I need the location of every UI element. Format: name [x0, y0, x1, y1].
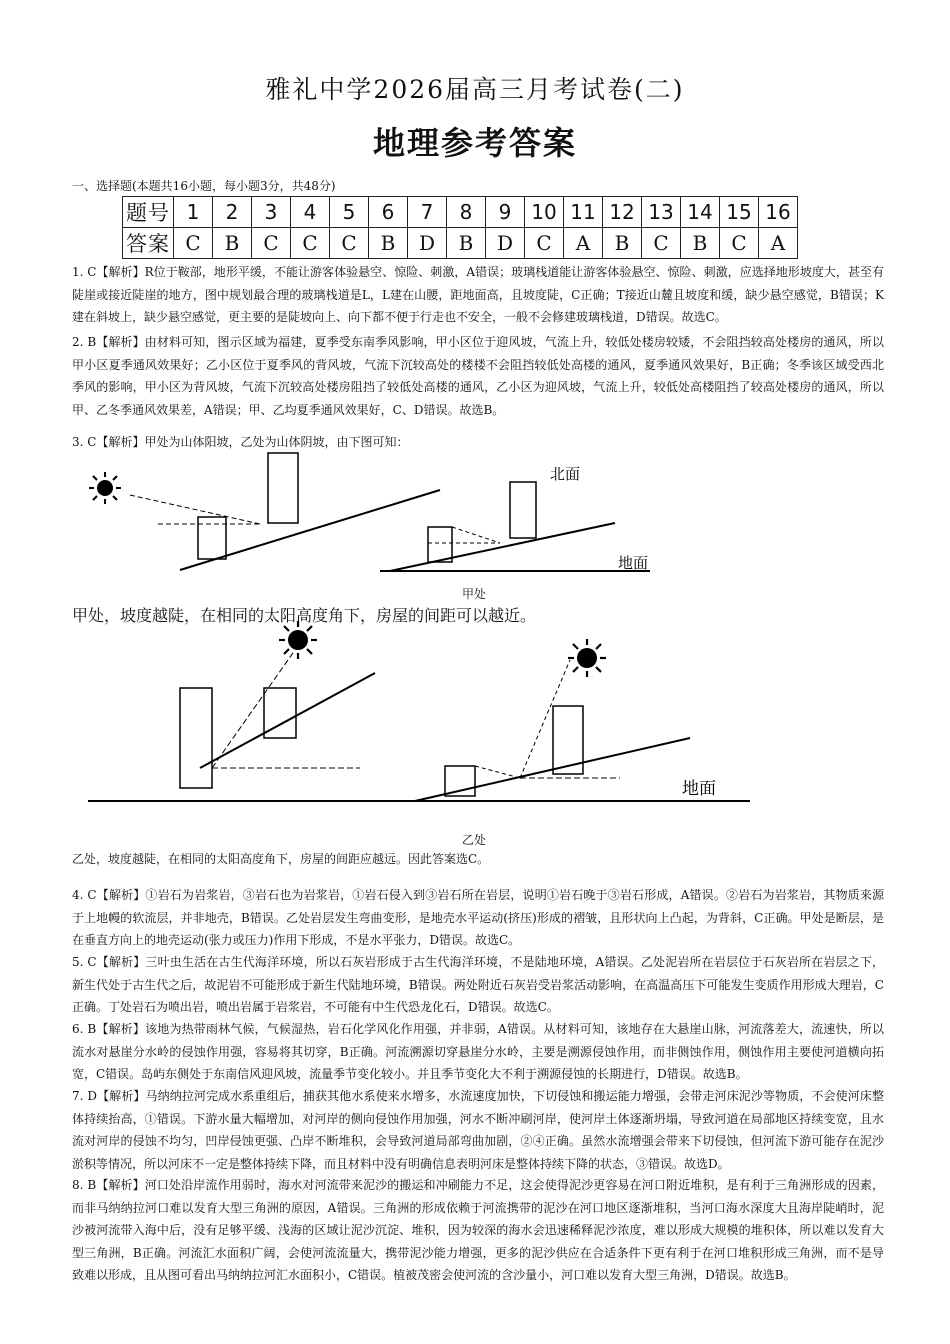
explanation-q1: 1. C【解析】R位于鞍部，地形平缓，不能让游客体验悬空、惊险、刺激，A错误；玻璃栈道能让游客体验悬空、惊险、刺激，应选择地形坡度大，甚至有陡崖或接近陡崖的地方，图中规划最合理的玻璃栈道是L，L建在山腰，距地面高，且坡度陡，C正确；T接近山麓且坡度和缓，缺少悬空感觉，B错误；K建在斜坡上，缺少悬空感觉，更主要的是陡坡向上、向下都不便于行走也不安全，一般不会修建玻璃栈道，D错误。故选C。 [72, 265, 884, 324]
explanation-q2: 2. B【解析】由材料可知，图示区域为福建，夏季受东南季风影响，甲小区位于迎风坡，气流上升，较低处楼房较矮，不会阻挡较高处楼房的通风，所以甲小区夏季通风效果好；乙小区位于夏季风的背风坡，气流下沉较高处的楼楼不会阻挡较低处高楼的通风，夏季通风效果好，B正确；冬季该区域受西北季风的影响，甲小区为背风坡，气流下沉较高处楼房阻挡了较低处高楼的通风，乙小区为迎风坡，气流上升，较低处高楼阻挡了较高处楼房的通风，所以甲、乙冬季通风效果差，A错误；甲、乙均夏季通风效果好，C、D错误。故选B。 [72, 335, 884, 417]
question-number: 6 [369, 197, 408, 228]
question-number: 8 [447, 197, 486, 228]
exam-title: 雅礼中学2026届高三月考试卷(二) [265, 75, 685, 104]
label-north: 北面 [550, 465, 581, 483]
section-heading: 一、选择题(本题共16小题，每小题3分，共48分) [72, 179, 336, 193]
explanation-q4: 4. C【解析】①岩石为岩浆岩，③岩石也为岩浆岩，①岩石侵入到③岩石所在岩层，说明①岩石晚于③岩石形成，A错误。②岩石为岩浆岩，其物质来源于上地幔的软流层，并非地壳，B错误。乙处岩层发生弯曲变形，是地壳水平运动(挤压)形成的褶皱，且形状向上凸起，为背斜，C正确。甲处是断层，是在垂直方向上的地壳运动(张力或压力)作用下形成，不是水平张力，D错误。故选C。 [72, 888, 884, 947]
row-label: 题号 [123, 197, 174, 228]
answer-cell: C [174, 228, 213, 259]
question-number: 15 [720, 197, 759, 228]
question-number: 7 [408, 197, 447, 228]
explanation-q6: 6. B【解析】该地为热带雨林气候，气候湿热，岩石化学风化作用强，并非弱，A错误。从材料可知，该地存在大悬崖山脉，河流落差大，流速快，所以流水对悬崖分水岭的侵蚀作用强，容易将其切穿，B正确。河流溯源切穿悬崖分水岭，主要是溯源侵蚀作用，而非侧蚀作用，侧蚀作用主要使河道横向拓宽，C错误。岛屿东侧处于东南信风迎风坡，流量季节变化较小。并且季节变化大不利于溯源侵蚀的长期进行，D错误。故选B。 [72, 1022, 884, 1081]
sun-icon [89, 472, 121, 504]
page-title: 地理参考答案 [372, 124, 577, 162]
label-ground: 地面 [682, 779, 716, 799]
figure-yi-text: 乙处，坡度越陡，在相同的太阳高度角下，房屋的间距应越远。因此答案选C。 [72, 852, 490, 866]
explanation-q3: 3. C【解析】甲处为山体阳坡，乙处为山体阴坡，由下图可知： [72, 435, 409, 449]
question-number: 12 [603, 197, 642, 228]
answer-cell: D [408, 228, 447, 259]
answer-table [122, 196, 798, 259]
figure-caption: 乙处 [462, 833, 487, 847]
house-high [268, 453, 298, 523]
answer-cell: C [252, 228, 291, 259]
answer-cell: D [486, 228, 525, 259]
question-number: 14 [681, 197, 720, 228]
figure-jia-text: 甲处，坡度越陡，在相同的太阳高度角下，房屋的间距可以越近。 [72, 606, 537, 625]
question-number: 4 [291, 197, 330, 228]
house-low [428, 527, 452, 562]
sun-icon [568, 639, 606, 677]
question-number: 2 [213, 197, 252, 228]
question-number: 16 [759, 197, 798, 228]
answer-row [123, 228, 798, 259]
explanation-q5: 5. C【解析】三叶虫生活在古生代海洋环境，所以石灰岩形成于古生代海洋环境，不是陆地环境，A错误。乙处泥岩所在岩层位于石灰岩所在岩层之下，新生代处于古生代之后，故泥岩不可能形成于新生代陆地环境，B错误。两处附近石灰岩受岩浆活动影响，在高温高压下可能发生变质作用形成大理岩，C正确。丁处岩石为喷出岩，喷出岩属于岩浆岩，不可能有中生代恐龙化石，D错误。故选C。 [72, 955, 884, 1014]
answer-cell: B [681, 228, 720, 259]
answer-cell: C [642, 228, 681, 259]
question-number: 3 [252, 197, 291, 228]
figure-jia [80, 445, 680, 580]
answer-cell: B [603, 228, 642, 259]
house-high [510, 482, 536, 538]
answer-cell: C [330, 228, 369, 259]
slope-line [390, 523, 615, 571]
figure-yi [80, 620, 780, 810]
question-number: 1 [174, 197, 213, 228]
answer-cell: C [525, 228, 564, 259]
house-high [180, 688, 212, 788]
answer-cell: C [291, 228, 330, 259]
answer-cell: B [213, 228, 252, 259]
answer-cell: B [447, 228, 486, 259]
question-number: 5 [330, 197, 369, 228]
question-number: 10 [525, 197, 564, 228]
answer-cell: C [720, 228, 759, 259]
slope-line [180, 490, 440, 570]
explanation-q8: 8. B【解析】河口处沿岸流作用弱时，海水对河流带来泥沙的搬运和冲刷能力不足，这会使得泥沙更容易在河口附近堆积，是有利于三角洲形成的因素，而非马纳纳拉河口难以发育大型三角洲的原因，A错误。三角洲的形成依赖于河流携带的泥沙在河口地区逐渐堆积，当河口海水深度大且海岸陡峭时，泥沙被河流带入海中后，没有足够平缓、浅海的区域让泥沙沉淀、堆积，因为较深的海水会迅速稀释泥沙浓度，难以形成大规模的堆积体，所以难以发育大型三角洲，B正确。河流汇水面积广阔，会使河流流量大，携带泥沙能力增强，更多的泥沙供应在合适条件下更有利于在河口堆积形成三角洲，而不是导致难以形成，且从图可看出马纳纳拉河汇水面积小，C错误。植被茂密会使河流的含沙量小，河口难以发育大型三角洲，D错误。故选B。 [72, 1178, 884, 1282]
figure-caption: 甲处 [462, 587, 487, 601]
question-number: 13 [642, 197, 681, 228]
explanation-q7: 7. D【解析】马纳纳拉河完成水系重组后，捕获其他水系使来水增多，水流速度加快，下切侵蚀和搬运能力增强，会带走河床泥沙等物质，不会使河床整体持续抬高，①错误。下游水量大幅增加，对河岸的侧向侵蚀作用加强，河水不断冲刷河岸，使河岸土体逐渐坍塌，导致河道在局部地区持续变宽，且水流对河岸的侵蚀不均匀，凹岸侵蚀更强、凸岸不断堆积，会导致河道局部弯曲加剧，②④正确。虽然水流增强会带来下切侵蚀，但河流下游可能存在泥沙淤积等情况，所以河床不一定是整体持续下降，而且材料中没有明确信息表明河床是整体持续下降的状态，③错误。故选D。 [72, 1089, 884, 1171]
answer-cell: A [759, 228, 798, 259]
sun-icon [279, 621, 317, 659]
question-number: 9 [486, 197, 525, 228]
answer-cell: B [369, 228, 408, 259]
question-number-row [123, 197, 798, 228]
label-ground: 地面 [618, 554, 649, 572]
answer-cell: A [564, 228, 603, 259]
question-number: 11 [564, 197, 603, 228]
house-low [198, 517, 226, 559]
row-label: 答案 [123, 228, 174, 259]
